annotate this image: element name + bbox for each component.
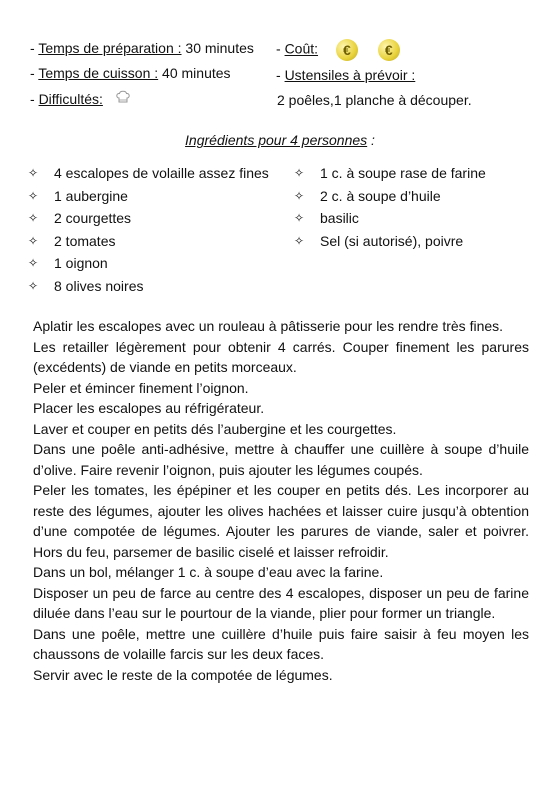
cost-label: Coût: — [284, 40, 319, 57]
cook-time-line: - Temps de cuisson : 40 minutes — [30, 65, 231, 81]
ingredient-text: 4 escalopes de volaille assez fines — [54, 165, 269, 181]
step-paragraph: Placer les escalopes au réfrigérateur. — [33, 400, 265, 416]
bullet-star-icon: ✧ — [28, 166, 39, 180]
ingredients-title: Ingrédients pour 4 personnes : — [185, 132, 375, 148]
ingredient-item — [28, 185, 269, 208]
bullet-star-icon: ✧ — [28, 188, 39, 203]
ingredient-text: 2 courgettes — [54, 210, 132, 226]
ingredient-item — [28, 162, 269, 185]
ingredient-item — [294, 162, 486, 185]
ingredient-item — [28, 207, 269, 230]
bullet-star-icon: ✧ — [294, 166, 305, 180]
ingredient-text: 1 aubergine — [54, 187, 128, 204]
prep-time-value: 30 minutes — [185, 40, 254, 56]
cook-time-value: 40 minutes — [162, 65, 231, 81]
ingredients-list-right — [294, 162, 486, 252]
euro-coin-icon: € — [336, 39, 358, 61]
ingredient-text: Sel (si autorisé), poivre — [320, 232, 464, 249]
ingredient-item — [28, 230, 269, 253]
prep-time-line: - Temps de préparation : 30 minutes — [30, 40, 254, 56]
bullet-star-icon: ✧ — [28, 278, 39, 293]
tools-value: 2 poêles,1 planche à découper. — [277, 92, 472, 108]
cost-line: - Coût: € € — [276, 39, 400, 61]
difficulty-line: - Difficultés: — [30, 90, 131, 108]
ingredient-item — [294, 207, 486, 230]
step-paragraph: Dans un bol, mélanger 1 c. à soupe d’eau avec la farine. — [33, 564, 384, 580]
cook-time-label: Temps de cuisson : — [38, 65, 159, 81]
ingredient-item — [28, 252, 269, 275]
ingredient-text: 1 oignon — [54, 255, 108, 271]
ingredient-text: 2 tomates — [54, 232, 116, 249]
step-paragraph: Laver et couper en petits dés l’aubergine et les courgettes. — [33, 420, 397, 437]
bullet-star-icon: ✧ — [294, 233, 305, 248]
ingredient-text: 1 c. à soupe rase de farine — [320, 165, 486, 181]
prep-time-label: Temps de préparation : — [38, 40, 182, 56]
ingredient-item — [28, 275, 269, 298]
tools-line: - Ustensiles à prévoir : — [276, 67, 416, 83]
ingredient-text: 2 c. à soupe d’huile — [320, 187, 441, 204]
ingredient-text: basilic — [320, 210, 359, 226]
step-paragraph: Disposer un peu de farce au centre des 4 escalopes, disposer un peu de farine diluée dans l’eau sur le pourtour de la viande, plier pour former un triangle. — [33, 584, 529, 621]
step-paragraph: Dans une poêle, mettre une cuillère d’huile puis faire saisir à feu moyen les chaussons de volaille farcis sur les deux faces. — [33, 625, 529, 662]
step-paragraph: Les retailler légèrement pour obtenir 4 carrés. Couper finement les parures (excédents) de viande en petits morceaux. — [33, 338, 529, 375]
step-paragraph: Peler les tomates, les épépiner et les couper en petits dés. Les incorporer au reste des légumes, ajouter les olives hachées et laisser cuire jusqu’à obtention d’une compotée de légumes. Ajouter les parures de viande, saler et poivrer. Hors du feu, parsemer de basilic ciselé et laisser refroidir. — [33, 482, 529, 560]
chef-hat-icon — [115, 89, 131, 105]
bullet-star-icon: ✧ — [294, 211, 305, 225]
bullet-star-icon: ✧ — [294, 188, 305, 203]
ingredient-item — [294, 185, 486, 208]
euro-coin-icon: € — [378, 39, 400, 61]
difficulty-label: Difficultés: — [38, 91, 103, 107]
bullet-star-icon: ✧ — [28, 233, 39, 248]
ingredients-list-left — [28, 162, 269, 297]
bullet-star-icon: ✧ — [28, 256, 39, 270]
step-paragraph: Servir avec le reste de la compotée de légumes. — [33, 666, 333, 683]
step-paragraph: Dans une poêle anti-adhésive, mettre à chauffer une cuillère à soupe d’huile d’olive. Faire revenir l’oignon, puis ajouter les légumes coupés. — [33, 441, 529, 478]
tools-label: Ustensiles à prévoir : — [284, 67, 416, 83]
step-paragraph: Aplatir les escalopes avec un rouleau à pâtisserie pour les rendre très fines. — [33, 318, 504, 334]
preparation-steps — [33, 316, 529, 685]
ingredient-text: 8 olives noires — [54, 277, 144, 294]
step-paragraph: Peler et émincer finement l’oignon. — [33, 379, 249, 396]
bullet-star-icon: ✧ — [28, 211, 39, 225]
ingredient-item — [294, 230, 486, 253]
